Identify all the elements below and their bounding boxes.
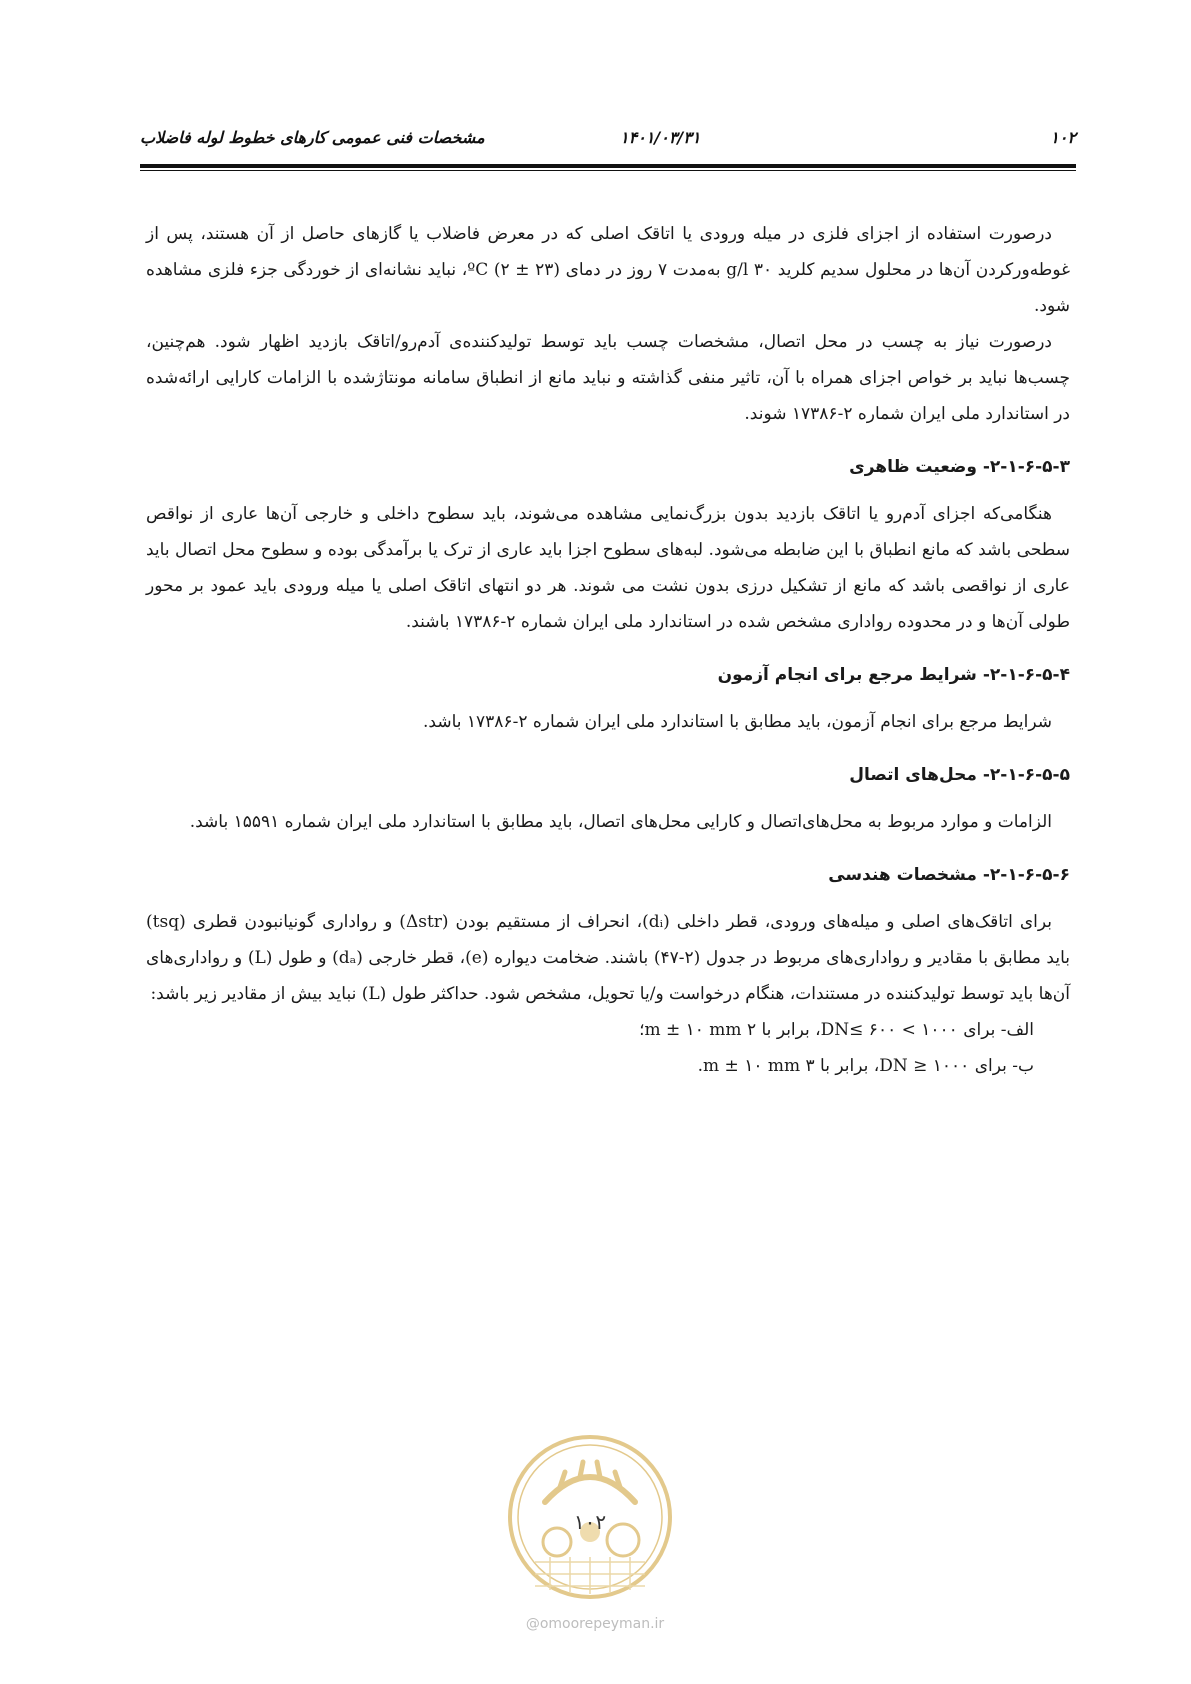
paragraph-joints: الزامات و موارد مربوط به محل‌های‌اتصال و کارایی محل‌های اتصال، باید مطابق با استاندارد ملی ایران شماره ۱۵۵۹۱ باشد. (189, 812, 1052, 832)
paragraph-metal-parts: درصورت استفاده از اجزای فلزی در میله ورودی یا اتاقک اصلی که در معرض فاضلاب یا گازهای حاصل از آن هستند، پس از غوطه‌ورکردن آن‌ها در محلول سدیم کلرید ۳۰ g/l به‌مدت ۷ روز در دمای ºC (۲ ± ۲۳)، نباید نشانه‌ای از خوردگی جزء فلزی مشاهده شود. (146, 224, 1071, 316)
header-rule-thin (140, 170, 1076, 171)
header-title: مشخصات فنی عمومی کارهای خطوط لوله فاضلاب (140, 128, 485, 147)
header-page-number: ۱۰۲ (1050, 128, 1076, 147)
paragraph-adhesive: درصورت نیاز به چسب در محل اتصال، مشخصات چسب باید توسط تولیدکننده‌ی آدم‌رو/اتاقک بازدید اظهار شود. هم‌چنین، چسب‌ها نباید بر خواص اجزای همراه با آن، تاثیر منفی گذاشته و نباید مانع از انطباق سامانه مونتاژشده با الزامات کارایی ارائه‌شده در استاندارد ملی ایران شماره ۲-۱۷۳۸۶ شوند. (146, 332, 1070, 424)
body-content (146, 216, 1070, 1084)
paragraph-geometric-specs: برای اتاقک‌های اصلی و میله‌های ورودی، قطر داخلی (dᵢ)، انحراف از مستقیم بودن (Δstr) و رواداری گونیانبودن قطری (tsq) باید مطابق با مقادیر و رواداری‌های مربوط در جدول (۲-۴۷) باشند. ضخامت دیواره (e)، قطر خارجی (dₐ) و طول (L) و رواداری‌های آن‌ها باید توسط تولیدکننده در مستندات، هنگام درخواست و/یا تحویل، مشخص شود. حداکثر طول (L) نباید بیش از مقادیر زیر باشد: (146, 912, 1070, 1004)
watermark-url: @omoorepeyman.ir (525, 1616, 665, 1632)
header-rule-thick (140, 164, 1076, 168)
paragraph-appearance: هنگامی‌که اجزای آدم‌رو یا اتاقک بازدید بدون بزرگ‌نمایی مشاهده می‌شوند، باید سطوح داخلی و خارجی آن‌ها عاری از نواقص سطحی باشد که مانع انطباق با این ضابطه می‌شود. لبه‌های سطوح اجزا باید عاری از ترک یا برآمدگی بوده و سطوح محل اتصال باید عاری از نواقصی باشد که مانع از تشکیل درزی بدون نشت می شوند. هر دو انتهای اتاقک اصلی یا میله ورودی باید عمود بر محور طولی آن‌ها و در محدوده رواداری مشخص شده در استاندارد ملی ایران شماره ۲-۱۷۳۸۶ باشند. (146, 504, 1070, 632)
paragraph-reference-conditions: شرایط مرجع برای انجام آزمون، باید مطابق با استاندارد ملی ایران شماره ۲-۱۷۳۸۶ باشد. (423, 712, 1052, 732)
heading-appearance: ۲-۱-۶-۵-۳- وضعیت ظاهری (849, 457, 1070, 477)
page-header (140, 128, 1076, 154)
page-folio: ۱۰۲ (573, 1510, 607, 1534)
heading-geometric-specs: ۲-۱-۶-۵-۶- مشخصات هندسی (828, 865, 1070, 885)
list-item-a: الف- برای ۱۰۰۰ > DN≤ ۶۰۰، برابر با ۲ m ± ۱۰ mm؛ (639, 1020, 1034, 1040)
list-item-b: ب- برای DN ≥ ۱۰۰۰، برابر با ۳ m ± ۱۰ mm. (697, 1056, 1034, 1076)
header-date: ۱۴۰۱/۰۳/۳۱ (620, 128, 701, 147)
heading-reference-conditions: ۲-۱-۶-۵-۴- شرایط مرجع برای انجام آزمون (717, 665, 1070, 685)
heading-joints: ۲-۱-۶-۵-۵- محل‌های اتصال (849, 765, 1070, 785)
